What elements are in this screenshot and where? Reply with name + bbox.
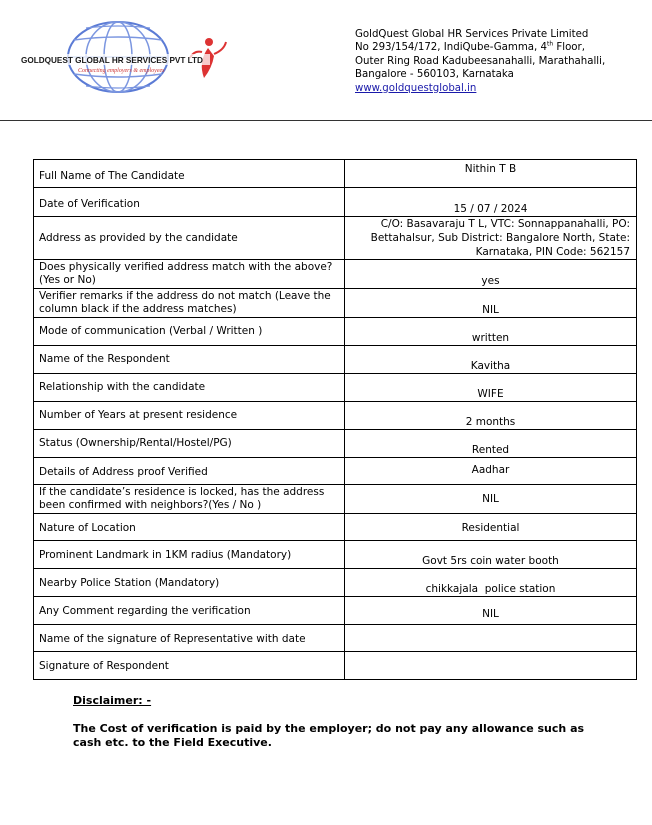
disclaimer-text: The Cost of verification is paid by the employer; do not pay any allowance such as cash etc. to the Field Executive.: [73, 722, 585, 749]
row-label: Full Name of The Candidate: [34, 160, 345, 188]
table-row: [34, 217, 637, 260]
row-value: yes: [345, 260, 637, 289]
table-row: [34, 514, 637, 541]
table-row: [34, 597, 637, 625]
row-value: Govt 5rs coin water booth: [345, 541, 637, 569]
disclaimer-title: Disclaimer: -: [73, 694, 152, 707]
table-row: [34, 346, 637, 374]
row-value: 2 months: [345, 402, 637, 430]
row-label: Nature of Location: [34, 514, 345, 541]
table-row: [34, 289, 637, 318]
row-value: [345, 625, 637, 652]
row-label: Mode of communication (Verbal / Written ): [34, 318, 345, 346]
row-value: Rented: [345, 430, 637, 458]
row-value: Aadhar: [345, 458, 637, 485]
row-value: [345, 652, 637, 680]
row-label: Any Comment regarding the verification: [34, 597, 345, 625]
table-row: [34, 485, 637, 514]
table-row: [34, 625, 637, 652]
row-value: WIFE: [345, 374, 637, 402]
table-row: [34, 188, 637, 217]
address-line-1-text: No 293/154/172, IndiQube-Gamma, 4: [355, 42, 547, 54]
row-value: chikkajala police station: [345, 569, 637, 597]
row-label: Signature of Respondent: [34, 652, 345, 680]
row-label: Name of the signature of Representative with date: [34, 625, 345, 652]
table-row: [34, 569, 637, 597]
company-address-line-3: Bangalore - 560103, Karnataka: [355, 69, 514, 81]
company-website-link[interactable]: www.goldquestglobal.in: [355, 82, 477, 94]
logo-tagline: Connecting employers & employees: [78, 68, 165, 74]
verification-table: [33, 159, 637, 680]
table-row: [34, 458, 637, 485]
table-row: [34, 160, 637, 188]
table-row: [34, 374, 637, 402]
header-divider: [0, 120, 652, 121]
row-value: 15 / 07 / 2024: [345, 188, 637, 217]
company-name: GoldQuest Global HR Services Private Limited: [355, 29, 589, 40]
row-value: written: [345, 318, 637, 346]
logo-brand-text: GOLDQUEST GLOBAL HR SERVICES PVT LTD: [21, 56, 203, 65]
table-row: [34, 260, 637, 289]
row-label: Verifier remarks if the address do not match (Leave the column black if the address matches): [34, 289, 345, 318]
company-address-line-2: Outer Ring Road Kadubeesanahalli, Marathahalli,: [355, 55, 606, 67]
row-label: Status (Ownership/Rental/Hostel/PG): [34, 430, 345, 458]
row-label: Address as provided by the candidate: [34, 217, 345, 260]
row-label: Details of Address proof Verified: [34, 458, 345, 485]
company-address-line-1: [355, 41, 605, 54]
row-value: Residential: [345, 514, 637, 541]
globe-logo-icon: [18, 20, 228, 98]
row-value: Kavitha: [345, 346, 637, 374]
company-info: [355, 28, 605, 95]
table-row: [34, 402, 637, 430]
row-value: NIL: [345, 485, 637, 514]
row-label: Number of Years at present residence: [34, 402, 345, 430]
table-row: [34, 541, 637, 569]
address-line-1-sup: th: [546, 41, 554, 49]
row-label: If the candidate’s residence is locked, has the address been confirmed with neighbors?(Yes / No ): [34, 485, 345, 514]
address-line-1-end: Floor,: [553, 42, 585, 54]
row-value: Nithin T B: [345, 160, 637, 188]
row-value: NIL: [345, 289, 637, 318]
row-label: Does physically verified address match with the above? (Yes or No): [34, 260, 345, 289]
row-value: NIL: [345, 597, 637, 625]
row-label: Prominent Landmark in 1KM radius (Mandatory): [34, 541, 345, 569]
row-value: C/O: Basavaraju T L, VTC: Sonnappanahalli, PO: Bettahalsur, Sub District: Bangalore North, State: Karnataka, PIN Code: 562157: [345, 217, 637, 260]
table-row: [34, 318, 637, 346]
table-row: [34, 652, 637, 680]
row-label: Nearby Police Station (Mandatory): [34, 569, 345, 597]
row-label: Relationship with the candidate: [34, 374, 345, 402]
company-logo: [18, 20, 228, 98]
row-label: Name of the Respondent: [34, 346, 345, 374]
row-label: Date of Verification: [34, 188, 345, 217]
table-row: [34, 430, 637, 458]
